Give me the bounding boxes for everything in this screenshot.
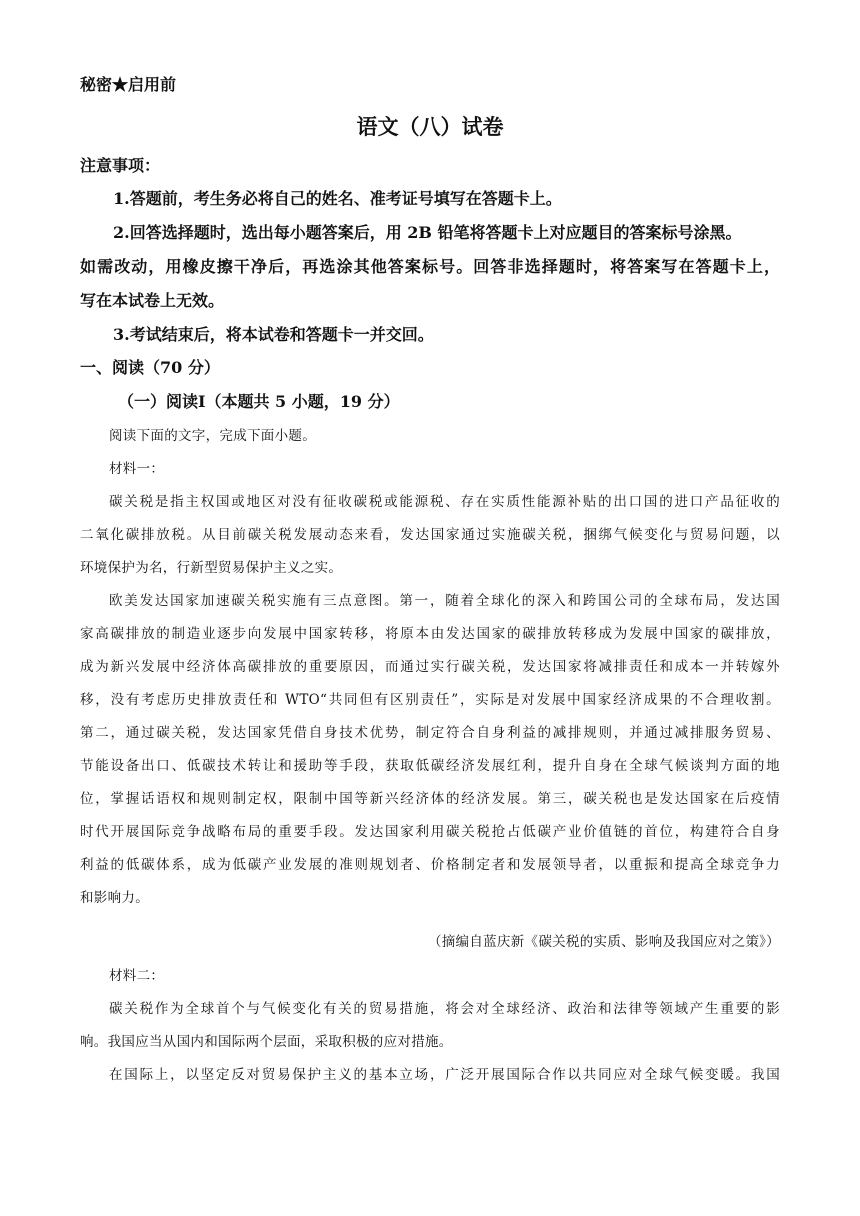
confidential-label: 秘密★启用前 xyxy=(80,75,177,94)
page-title: 语文（八）试卷 xyxy=(356,114,504,139)
notice-item-2-end: 写在本试卷上无效。 xyxy=(80,291,225,310)
material2-label: 材料二： xyxy=(109,968,165,984)
notice-heading: 注意事项： xyxy=(80,156,161,175)
material1-label: 材料一： xyxy=(109,461,165,477)
section-subtitle: （一）阅读Ⅰ（本题共 5 小题，19 分） xyxy=(118,392,400,411)
notice-item-3: 3.考试结束后，将本试卷和答题卡一并交回。 xyxy=(113,325,434,344)
material1-line: 碳关税是指主权国或地区对没有征收碳税或能源税、存在实质性能源补贴的出口国的进口产品征收的 xyxy=(109,494,780,510)
notice-item-2: 2.回答选择题时，选出每小题答案后，用 2B 铅笔将答题卡上对应题目的答案标号涂黑。 xyxy=(113,223,742,242)
material1-line: 利益的低碳体系，成为低碳产业发展的准则规划者、价格制定者和发展领导者，以重振和提高全球竞争力 xyxy=(80,857,780,873)
instruction: 阅读下面的文字，完成下面小题。 xyxy=(109,428,316,444)
notice-item-1: 1.答题前，考生务必将自己的姓名、准考证号填写在答题卡上。 xyxy=(113,189,562,208)
material2-line: 在国际上，以坚定反对贸易保护主义的基本立场，广泛开展国际合作以共同应对全球气候变暖。我国 xyxy=(109,1067,780,1083)
material1-line: 位，掌握话语权和规则制定权，限制中国等新兴经济体的经济发展。第三，碳关税也是发达国家在后疫情 xyxy=(80,791,780,807)
material1-line: 第二，通过碳关税，发达国家凭借自身技术优势，制定符合自身利益的减排规则，并通过减排服务贸易、 xyxy=(80,725,780,741)
material1-line: 时代开展国际竞争战略布局的重要手段。发达国家利用碳关税抢占低碳产业价值链的首位，构建符合自身 xyxy=(80,824,780,840)
material1-line: 移，没有考虑历史排放责任和 WTO“共同但有区别责任”，实际是对发展中国家经济成果的不合理收割。 xyxy=(80,692,780,708)
exam-page xyxy=(80,0,780,1216)
material2-line: 碳关税作为全球首个与气候变化有关的贸易措施，将会对全球经济、政治和法律等领域产生重要的影 xyxy=(109,1001,780,1017)
material1-line: 二氧化碳排放税。从目前碳关税发展动态来看，发达国家通过实施碳关税，捆绑气候变化与贸易问题，以 xyxy=(80,527,780,543)
material1-line: 家高碳排放的制造业逐步向发展中国家转移，将原本由发达国家的碳排放转移成为发展中国家的碳排放， xyxy=(80,626,780,642)
material1-line: 成为新兴发展中经济体高碳排放的重要原因，而通过实行碳关税，发达国家将减排责任和成本一并转嫁外 xyxy=(80,659,780,675)
section-title: 一、阅读（70 分） xyxy=(80,358,220,377)
material2-line: 响。我国应当从国内和国际两个层面，采取积极的应对措施。 xyxy=(80,1034,453,1050)
material1-line: 节能设备出口、低碳技术转让和援助等手段，获取低碳经济发展红利，提升自身在全球气候谈判方面的地 xyxy=(80,758,780,774)
material1-source: （摘编自蓝庆新《碳关税的实质、影响及我国应对之策》） xyxy=(427,934,780,950)
notice-item-2-cont: 如需改动，用橡皮擦干净后，再选涂其他答案标号。回答非选择题时，将答案写在答题卡上， xyxy=(80,257,780,276)
material1-line: 欧美发达国家加速碳关税实施有三点意图。第一，随着全球化的深入和跨国公司的全球布局，发达国 xyxy=(109,593,780,609)
material1-line: 和影响力。 xyxy=(80,890,149,906)
material1-line: 环境保护为名，行新型贸易保护主义之实。 xyxy=(80,560,343,576)
